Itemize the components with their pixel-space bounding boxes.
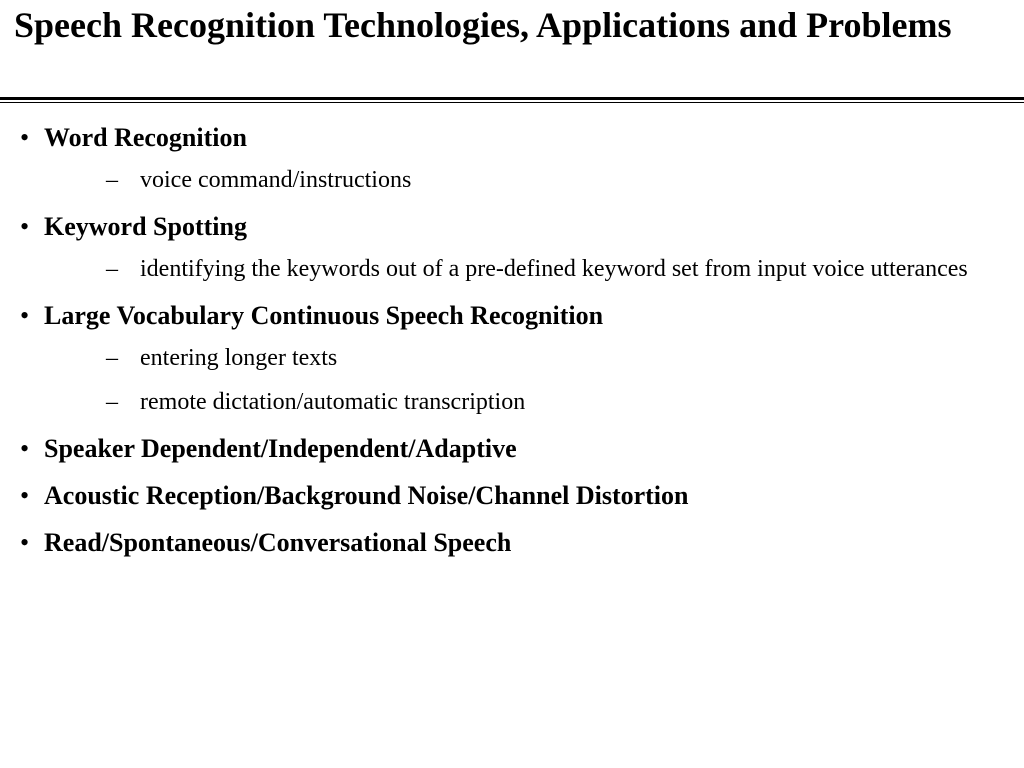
bullet-marker: •: [20, 481, 30, 510]
sub-bullet-text: voice command/instructions: [140, 167, 412, 193]
title-divider-thin: [0, 102, 1024, 103]
bullet-marker: •: [20, 434, 30, 463]
sub-bullet-keyword-identification: [96, 252, 1010, 286]
sub-bullet-list: [44, 252, 1024, 286]
bullet-acoustic-reception: [0, 479, 1024, 513]
sub-bullet-list: [44, 163, 1024, 197]
bullet-speech-style: [0, 526, 1024, 560]
bullet-text: Word Recognition: [44, 123, 247, 152]
sub-bullet-voice-command: [96, 163, 1010, 197]
bullet-speaker-dependence: [0, 432, 1024, 466]
bullet-text: Keyword Spotting: [44, 212, 247, 241]
bullet-list: [0, 121, 1024, 573]
sub-bullet-text: remote dictation/automatic transcription: [140, 389, 526, 415]
sub-bullet-longer-texts: [96, 341, 1010, 375]
sub-bullet-marker: –: [106, 389, 118, 415]
bullet-text: Speaker Dependent/Independent/Adaptive: [44, 434, 517, 463]
bullet-text: Large Vocabulary Continuous Speech Recognition: [44, 301, 604, 330]
sub-bullet-marker: –: [106, 345, 118, 371]
bullet-marker: •: [20, 212, 30, 241]
slide-title: Speech Recognition Technologies, Applications and Problems: [14, 5, 952, 45]
bullet-marker: •: [20, 528, 30, 557]
sub-bullet-list: [44, 341, 1024, 419]
bullet-keyword-spotting: [0, 210, 1024, 286]
sub-bullet-text: entering longer texts: [140, 345, 338, 371]
sub-bullet-marker: –: [106, 167, 118, 193]
sub-bullet-remote-dictation: [96, 385, 1010, 419]
sub-bullet-text: identifying the keywords out of a pre-defined keyword set from input voice utterances: [140, 256, 968, 282]
bullet-word-recognition: [0, 121, 1024, 197]
bullet-text: Acoustic Reception/Background Noise/Channel Distortion: [44, 481, 689, 510]
bullet-marker: •: [20, 123, 30, 152]
bullet-marker: •: [20, 301, 30, 330]
bullet-text: Read/Spontaneous/Conversational Speech: [44, 528, 512, 557]
bullet-large-vocabulary: [0, 299, 1024, 419]
sub-bullet-marker: –: [106, 256, 118, 282]
title-divider-thick: [0, 97, 1024, 100]
